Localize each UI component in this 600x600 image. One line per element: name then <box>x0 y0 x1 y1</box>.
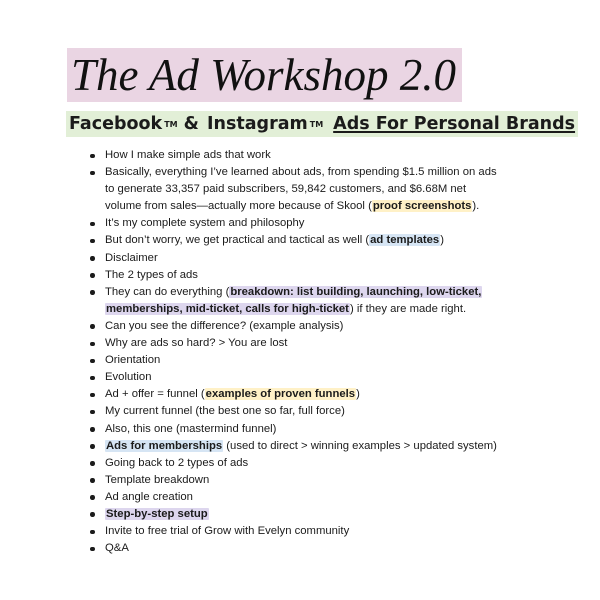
list-item-text: They can do everything ( <box>105 285 230 298</box>
list-item <box>88 489 528 506</box>
list-item-text: Basically, everything I’ve learned about ads, from spending $1.5 million on ads <box>105 166 497 179</box>
list-item <box>88 250 528 267</box>
list-item-text: Going back to 2 types of ads <box>105 456 249 469</box>
trademark-symbol: TM <box>164 120 178 129</box>
list-item-text: ) <box>356 388 360 401</box>
list-item-text: Why are ads so hard? > You are lost <box>105 337 288 350</box>
page-title: The Ad Workshop 2.0 <box>67 48 462 102</box>
list-item-text: How I make simple ads that work <box>105 149 271 161</box>
list-item <box>88 335 528 352</box>
list-item <box>88 318 528 335</box>
list-item <box>88 284 528 318</box>
list-item <box>88 540 528 557</box>
list-item <box>88 438 528 455</box>
highlight-examples-of-proven-funnels: examples of proven funnels <box>205 388 356 401</box>
list-item <box>88 523 528 540</box>
list-item <box>88 506 528 523</box>
list-item-text: It’s my complete system and philosophy <box>105 217 305 230</box>
list-item-text: Q&A <box>105 542 129 555</box>
list-item <box>88 386 528 403</box>
list-item-text: Template breakdown <box>105 473 210 486</box>
list-item-text: to generate 33,357 paid subscribers, 59,842 customers, and $6.68M net <box>105 183 467 196</box>
list-item <box>88 232 528 249</box>
list-item-text: Disclaimer <box>105 251 158 264</box>
subtitle-ads-for-personal-brands: Ads For Personal Brands <box>333 114 576 134</box>
list-item-text: The 2 types of ads <box>105 268 198 281</box>
list-item-text: Evolution <box>105 371 152 384</box>
list-item <box>88 472 528 489</box>
subtitle-facebook: Facebook <box>69 114 163 134</box>
list-item-text: (used to direct > winning examples > updated system) <box>223 439 497 452</box>
list-item <box>88 352 528 369</box>
list-item-text: ) if they are made right. <box>349 302 467 315</box>
list-item <box>88 403 528 420</box>
workshop-outline-list <box>88 147 528 557</box>
list-item <box>88 421 528 438</box>
list-item-text: Ad angle creation <box>105 490 193 503</box>
list-item-text: Also, this one (mastermind funnel) <box>105 422 277 435</box>
list-item-text: Invite to free trial of Grow with Evelyn community <box>105 525 350 538</box>
list-item-text: ) <box>440 234 444 247</box>
list-item <box>88 164 528 215</box>
list-item-text: Can you see the difference? (example analysis) <box>105 319 344 332</box>
highlight-ads-for-memberships: Ads for memberships <box>106 439 223 452</box>
highlight-ad-templates: ad templates <box>370 234 440 247</box>
subtitle-instagram: Instagram <box>206 114 308 134</box>
highlight-step-by-step-setup: Step-by-step setup <box>106 507 208 520</box>
list-item-text: ). <box>472 200 480 213</box>
list-item-text: Orientation <box>105 354 161 367</box>
subtitle-ampersand: & <box>183 114 199 134</box>
subtitle <box>66 111 578 137</box>
list-item <box>88 215 528 232</box>
highlight-breakdown: breakdown: list building, launching, low-ticket, <box>230 285 482 298</box>
list-item-text: My current funnel (the best one so far, full force) <box>105 405 345 418</box>
highlight-proof-screenshots: proof screenshots <box>372 200 472 213</box>
highlight-breakdown: memberships, mid-ticket, calls for high-ticket <box>106 302 349 315</box>
list-item <box>88 455 528 472</box>
list-item-text: But don’t worry, we get practical and tactical as well ( <box>105 234 370 247</box>
list-item <box>88 369 528 386</box>
list-item <box>88 147 528 164</box>
trademark-symbol: TM <box>309 120 324 129</box>
list-item-text: volume from sales—actually more because of Skool ( <box>105 200 372 213</box>
list-item <box>88 267 528 284</box>
list-item-text: Ad + offer = funnel ( <box>105 388 205 401</box>
